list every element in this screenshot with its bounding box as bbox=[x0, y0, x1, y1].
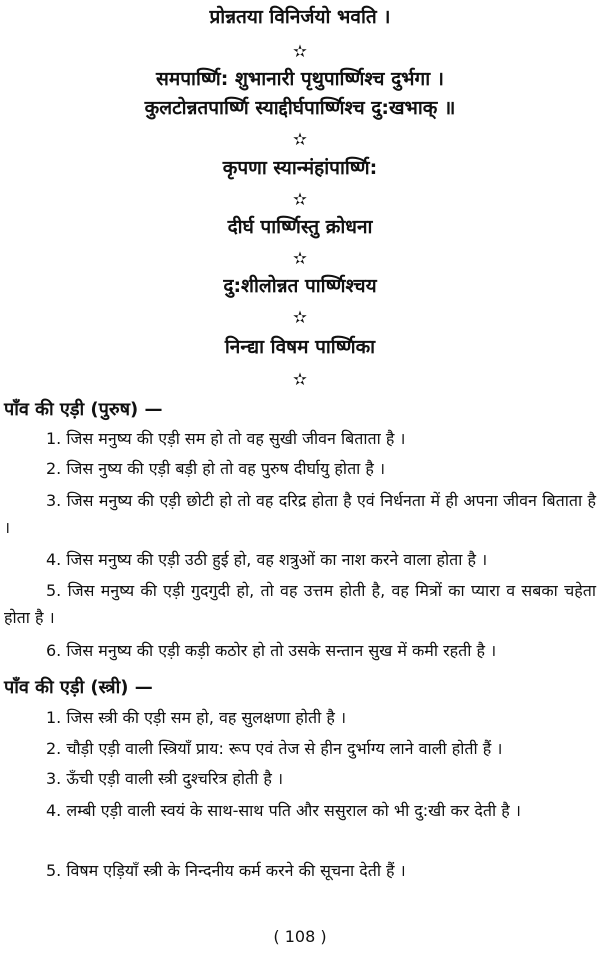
page-number: ( 108 ) bbox=[273, 927, 327, 946]
verse-line-2: समपार्ष्णि: शुभानारी पृथुपार्ष्णिश्च दुर्भगा । bbox=[156, 68, 444, 90]
star-icon: ✫ bbox=[292, 249, 308, 269]
verse-line-5: दीर्घ पार्ष्णिस्तु क्रोधना bbox=[227, 216, 373, 238]
list-item: 6. जिस मनुष्य की एड़ी कड़ी कठोर हो तो उसके सन्तान सुख में कमी रहती है । bbox=[46, 641, 497, 660]
section-heading-female: पाँव की एड़ी (स्त्री) — bbox=[4, 677, 153, 698]
section-heading-male: पाँव की एड़ी (पुरुष) — bbox=[4, 399, 163, 420]
list-item: 2. जिस नुष्य की एड़ी बड़ी हो तो वह पुरुष दीर्घायु होता है । bbox=[46, 459, 386, 478]
verse-line-3: कुलटोन्नतपार्ष्णि स्याद्दीर्घपार्ष्णिश्च दु:खभाक् ॥ bbox=[144, 97, 456, 119]
list-item: 4. जिस मनुष्य की एड़ी उठी हुई हो, वह शत्रुओं का नाश करने वाला होता है । bbox=[46, 550, 488, 569]
list-item: 3. जिस मनुष्य की एड़ी छोटी हो तो वह दरिद्र होता है एवं निर्धनता में ही अपना जीवन बिताता है । bbox=[4, 491, 596, 537]
verse-line-6: दु:शीलोन्नत पार्ष्णिश्चय bbox=[223, 275, 377, 297]
list-item: 5. जिस मनुष्य की एड़ी गुदगुदी हो, तो वह उत्तम होती है, वह मित्रों का प्यारा व सबका चहेता होता है । bbox=[4, 581, 596, 627]
star-icon: ✫ bbox=[292, 130, 308, 150]
list-item: 5. विषम एड़ियाँ स्त्री के निन्दनीय कर्म करने की सूचना देती हैं । bbox=[46, 861, 406, 880]
star-icon: ✫ bbox=[292, 190, 308, 210]
star-icon: ✫ bbox=[292, 370, 308, 390]
verse-line-7: निन्द्या विषम पार्ष्णिका bbox=[224, 336, 376, 358]
list-item: 1. जिस मनुष्य की एड़ी सम हो तो वह सुखी जीवन बिताता है । bbox=[46, 429, 406, 448]
list-item: 1. जिस स्त्री की एड़ी सम हो, वह सुलक्षणा होती है । bbox=[46, 708, 347, 727]
list-item: 4. लम्बी एड़ी वाली स्वयं के साथ-साथ पति और ससुराल को भी दु:खी कर देती है । bbox=[46, 801, 521, 820]
verse-line-1: प्रोन्नतया विनिर्जयो भवति । bbox=[209, 6, 391, 28]
star-icon: ✫ bbox=[292, 42, 308, 62]
list-item: 3. ऊँची एड़ी वाली स्त्री दुश्चरित्र होती है । bbox=[46, 769, 284, 788]
star-icon: ✫ bbox=[292, 308, 308, 328]
verse-line-4: कृपणा स्यान्मंहांपार्ष्णि: bbox=[222, 157, 378, 179]
list-item: 2. चौड़ी एड़ी वाली स्त्रियाँ प्राय: रूप एवं तेज से हीन दुर्भाग्य लाने वाली होती हैं । bbox=[46, 739, 503, 758]
